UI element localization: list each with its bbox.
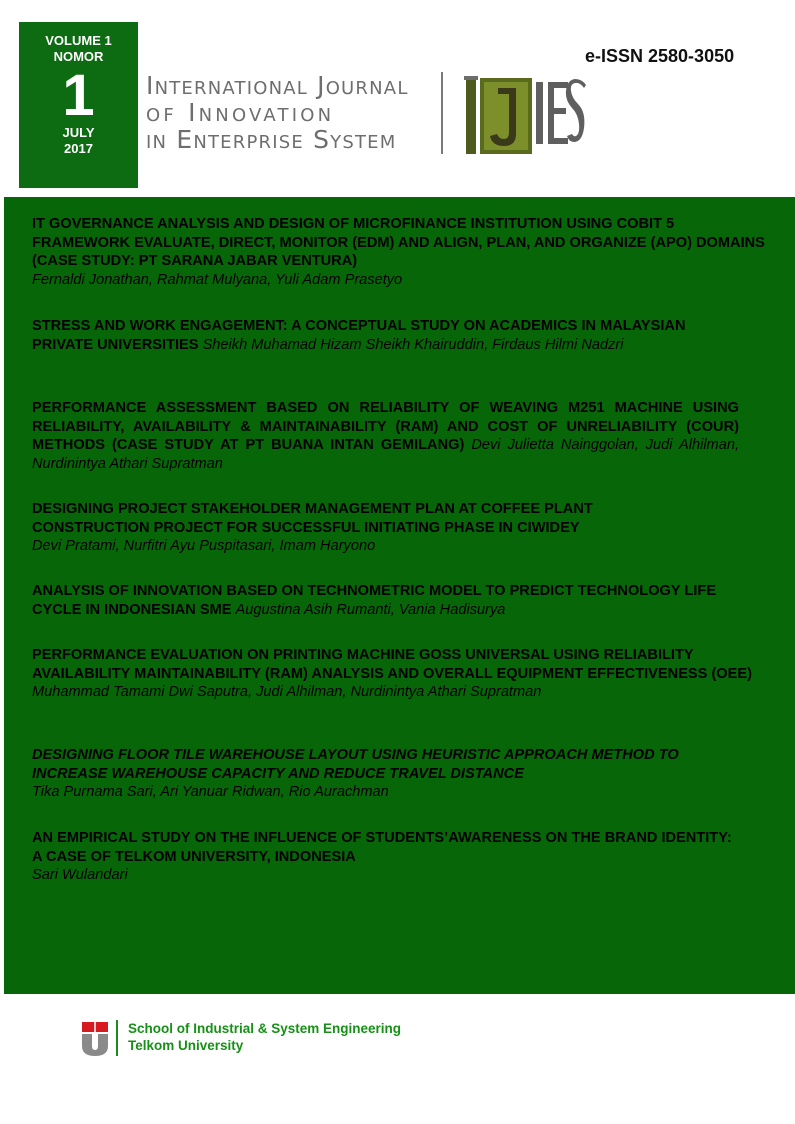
- article-authors: Sheikh Muhamad Hizam Sheikh Khairuddin, Firdaus Hilmi Nadzri: [202, 336, 624, 353]
- article-title: ANALYSIS OF INNOVATION BASED ON TECHNOMETRIC MODEL TO PREDICT TECHNOLOGY LIFE CYCLE IN INDONESIAN SME: [32, 583, 717, 618]
- footer: [82, 1019, 482, 1059]
- article-2[interactable]: [32, 317, 704, 354]
- article-title: DESIGNING PROJECT STAKEHOLDER MANAGEMENT PLAN AT COFFEE PLANT CONSTRUCTION PROJECT FOR SUCCESSFUL INITIATING PHASE IN CIWIDEY: [32, 501, 593, 536]
- article-1[interactable]: [32, 215, 768, 289]
- article-authors: Sari Wulandari: [32, 867, 128, 883]
- article-title: DESIGNING FLOOR TILE WAREHOUSE LAYOUT USING HEURISTIC APPROACH METHOD TO INCREASE WAREHOUSE CAPACITY AND REDUCE TRAVEL DISTANCE: [32, 747, 679, 782]
- journal-title-line-3: in Enterprise System: [146, 125, 397, 154]
- telkom-university-logo: [82, 1020, 108, 1056]
- article-title: PERFORMANCE EVALUATION ON PRINTING MACHINE GOSS UNIVERSAL USING RELIABILITY AVAILABILITY MAINTAINABILITY (RAM) ANALYSIS AND OVERALL EQUIPMENT EFFECTIVENESS (OEE): [32, 647, 752, 682]
- footer-school: School of Industrial & System Engineering: [128, 1021, 402, 1036]
- article-3[interactable]: [32, 399, 739, 473]
- month-label: JULY: [62, 125, 95, 140]
- nomor-label: NOMOR: [53, 49, 104, 64]
- journal-divider: [441, 72, 443, 154]
- article-8[interactable]: [32, 829, 732, 885]
- issue-number: 1: [62, 63, 95, 128]
- journal-title: [146, 72, 409, 153]
- article-title: AN EMPIRICAL STUDY ON THE INFLUENCE OF STUDENTS’AWARENESS ON THE BRAND IDENTITY: A CASE OF TELKOM UNIVERSITY, INDONESIA: [32, 830, 732, 865]
- volume-box: [19, 22, 138, 188]
- article-authors: Augustina Asih Rumanti, Vania Hadisurya: [235, 601, 506, 618]
- footer-divider: [116, 1020, 118, 1056]
- article-7[interactable]: [32, 746, 757, 802]
- footer-university: Telkom University: [128, 1038, 244, 1053]
- ijies-logo: [464, 74, 588, 158]
- article-authors: Muhammad Tamami Dwi Saputra, Judi Alhilman, Nurdinintya Athari Supratman: [32, 684, 542, 700]
- article-authors: Tika Purnama Sari, Ari Yanuar Ridwan, Rio Aurachman: [32, 784, 389, 800]
- year-label: 2017: [64, 141, 93, 156]
- article-4[interactable]: [32, 500, 672, 556]
- footer-text: [128, 1020, 401, 1054]
- issn-label: e-ISSN 2580-3050: [585, 46, 735, 66]
- article-authors: Devi Julietta Nainggolan, Judi Alhilman, Nurdinintya Athari Supratman: [32, 437, 740, 472]
- journal-title-line-2: of Innovation: [146, 98, 335, 127]
- article-5[interactable]: [32, 582, 757, 619]
- volume-label: VOLUME 1: [45, 33, 112, 48]
- article-title: IT GOVERNANCE ANALYSIS AND DESIGN OF MICROFINANCE INSTITUTION USING COBIT 5 FRAMEWORK EVALUATE, DIRECT, MONITOR (EDM) AND ALIGN, PLAN, AND ORGANIZE (APO) DOMAINS (CASE STUDY: PT SARANA JABAR VENTURA): [32, 216, 765, 269]
- article-authors: Devi Pratami, Nurfitri Ayu Puspitasari, Imam Haryono: [32, 538, 376, 554]
- article-6[interactable]: [32, 646, 772, 702]
- article-authors: Fernaldi Jonathan, Rahmat Mulyana, Yuli Adam Prasetyo: [32, 271, 403, 288]
- article-title: STRESS AND WORK ENGAGEMENT: A CONCEPTUAL STUDY ON ACADEMICS IN MALAYSIAN PRIVATE UNIVERSITIES: [32, 318, 686, 353]
- journal-title-line-1: International Journal: [146, 71, 409, 100]
- article-title: PERFORMANCE ASSESSMENT BASED ON RELIABILITY OF WEAVING M251 MACHINE USING RELIABILITY, AVAILABILITY & MAINTAINABILITY (RAM) AND COST OF UNRELIABILITY (COUR) METHODS (CASE STUDY AT PT BUANA INTAN GEMILANG): [32, 400, 739, 453]
